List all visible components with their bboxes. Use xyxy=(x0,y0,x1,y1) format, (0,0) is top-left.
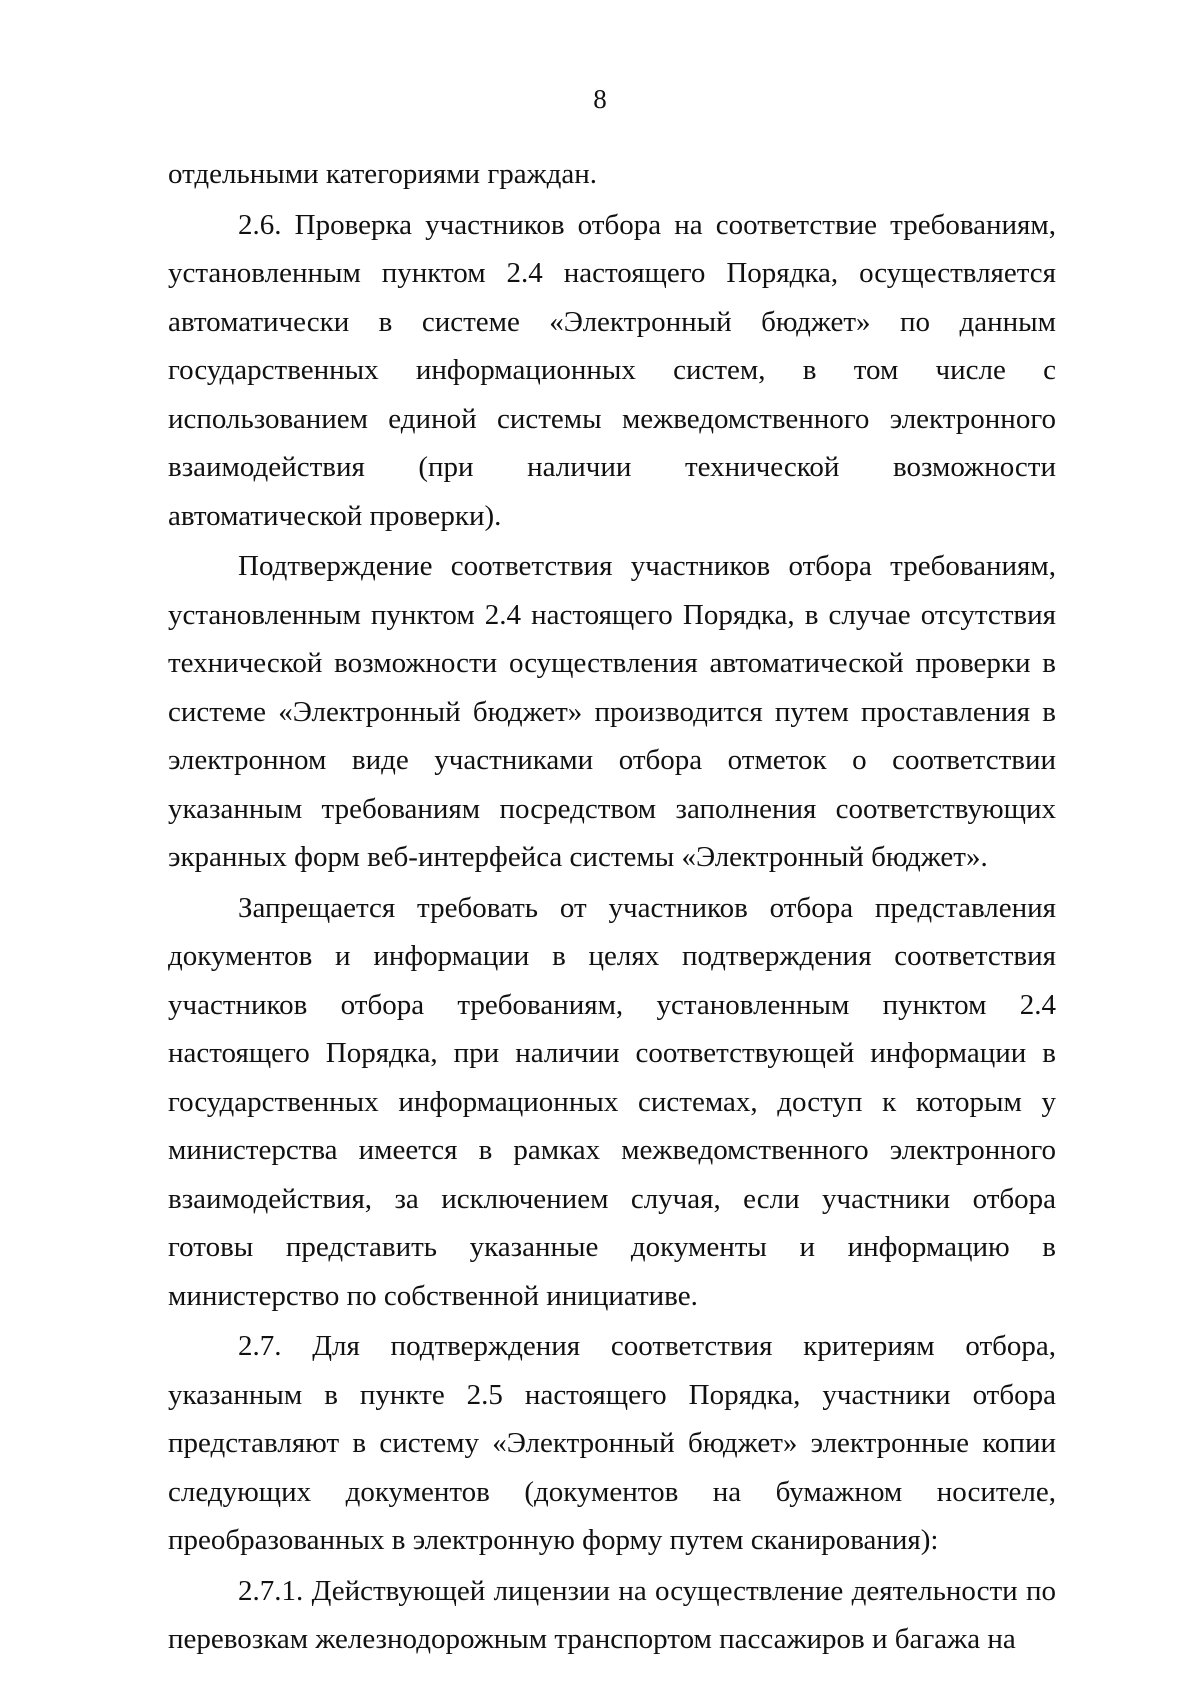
page-number: 8 xyxy=(593,84,607,114)
paragraph-prohibition: Запрещается требовать от участников отбора представления документов и информации в целях подтверждения соответствия участников отбора требованиям, установленным пунктом 2.4 настоящего Порядка, при наличии соответствующей информации в государственных информационных системах, доступ к которым у министерства имеется в рамках межведомственного электронного взаимодействия, за исключением случая, если участники отбора готовы представить указанные документы и информацию в министерство по собственной инициативе. xyxy=(168,891,1056,1312)
document-body xyxy=(168,150,1056,1666)
paragraph-2-7: 2.7. Для подтверждения соответствия критериям отбора, указанным в пункте 2.5 настоящего Порядка, участники отбора представляют в систему «Электронный бюджет» электронные копии следующих документов (документов на бумажном носителе, преобразованных в электронную форму путем сканирования): xyxy=(168,1330,1056,1556)
paragraph-2-7-1: 2.7.1. Действующей лицензии на осуществление деятельности по перевозкам железнодорожным транспортом пассажиров и багажа на xyxy=(168,1574,1056,1655)
paragraph-confirmation: Подтверждение соответствия участников отбора требованиям, установленным пунктом 2.4 настоящего Порядка, в случае отсутствия технической возможности осуществления автоматической проверки в системе «Электронный бюджет» производится путем проставления в электронном виде участниками отбора отметок о соответствии указанным требованиям посредством заполнения соответствующих экранных форм веб-интерфейса системы «Электронный бюджет». xyxy=(168,550,1056,873)
paragraph-2-6: 2.6. Проверка участников отбора на соответствие требованиям, установленным пунктом 2.4 настоящего Порядка, осуществляется автоматически в системе «Электронный бюджет» по данным государственных информационных систем, в том числе с использованием единой системы межведомственного электронного взаимодействия (при наличии технической возможности автоматической проверки). xyxy=(168,208,1056,532)
paragraph-continuation: отдельными категориями граждан. xyxy=(168,158,598,190)
